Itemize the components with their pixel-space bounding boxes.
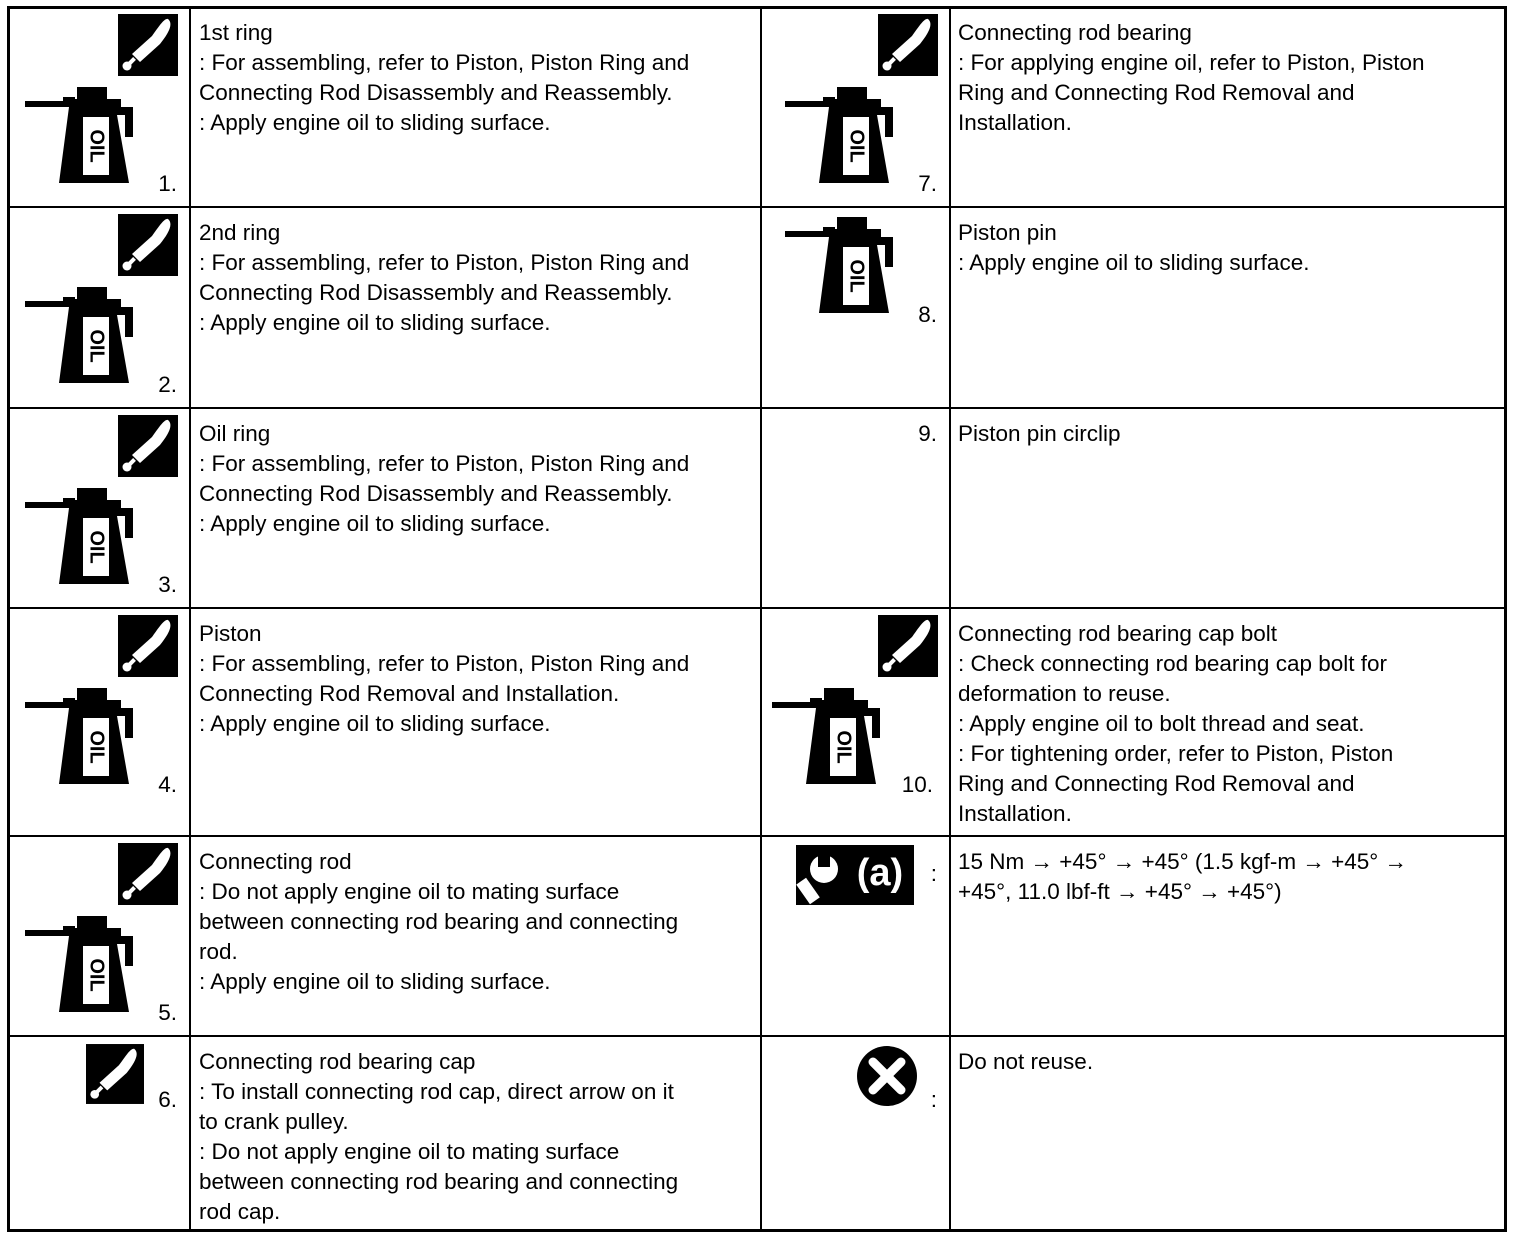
oil-can-label: OIL: [85, 530, 108, 564]
item-number: 3.: [158, 572, 177, 597]
grease-icon: [118, 415, 178, 477]
oil-can-label: OIL: [85, 730, 108, 764]
item-number: 5.: [158, 1000, 177, 1025]
oil-can-label: OIL: [85, 329, 108, 363]
divider: [10, 206, 1504, 208]
item-description: Connecting rod bearing : For applying engine oil, refer to Piston, Piston Ring and Connecting Rod Removal and Installation.: [958, 20, 1425, 135]
item-description: Connecting rod bearing cap : To install connecting rod cap, direct arrow on it to crank pulley. : Do not apply engine oil to mating surface between connecting rod bearing and connecting rod cap.: [199, 1049, 679, 1224]
grease-icon: [118, 214, 178, 276]
item-number: 1.: [158, 171, 177, 196]
item-description: Connecting rod bearing cap bolt : Check connecting rod bearing cap bolt for deformation to reuse. : Apply engine oil to bolt thread and seat. : For tightening order, refer to Piston, Piston Ring and Connecting Rod Removal and Installation.: [958, 621, 1394, 826]
divider: [189, 9, 191, 1229]
oil-can-label: OIL: [85, 129, 108, 163]
item-number: 9.: [918, 421, 937, 446]
item-description: Piston pin : Apply engine oil to sliding surface.: [958, 220, 1310, 275]
do-not-reuse-icon: [856, 1045, 918, 1107]
divider: [10, 607, 1504, 609]
item-number: 8.: [918, 302, 937, 327]
divider: [10, 835, 1504, 837]
item-number: 6.: [158, 1087, 177, 1112]
grease-icon: [118, 843, 178, 905]
divider: [10, 1035, 1504, 1037]
item-description: 15 Nm → +45° → +45° (1.5 kgf-m → +45° → +45°, 11.0 lbf-ft → +45° → +45°): [958, 849, 1408, 904]
item-number: 4.: [158, 772, 177, 797]
divider: [949, 9, 951, 1229]
oil-can-label: OIL: [832, 730, 855, 764]
oil-can-label: OIL: [85, 958, 108, 992]
grease-icon: [878, 615, 938, 677]
item-number: 10.: [901, 772, 933, 797]
wrench-torque-icon: [796, 845, 916, 905]
item-description: Piston pin circlip: [958, 421, 1121, 446]
oil-can-label: OIL: [845, 259, 868, 293]
item-separator: :: [930, 1087, 937, 1112]
torque-label: (a): [856, 852, 904, 895]
parts-table: [7, 6, 1507, 1232]
oil-can-label: OIL: [845, 129, 868, 163]
item-separator: :: [930, 861, 937, 886]
grease-icon: [878, 14, 938, 76]
item-description: Piston : For assembling, refer to Piston, Piston Ring and Connecting Rod Removal and Installation. : Apply engine oil to sliding surface.: [199, 621, 690, 736]
item-description: 1st ring : For assembling, refer to Piston, Piston Ring and Connecting Rod Disassembly and Reassembly. : Apply engine oil to sliding surface.: [199, 20, 690, 135]
grease-icon: [118, 14, 178, 76]
grease-icon: [118, 615, 178, 677]
item-description: Oil ring : For assembling, refer to Piston, Piston Ring and Connecting Rod Disassembly and Reassembly. : Apply engine oil to sliding surface.: [199, 421, 690, 536]
item-description: Connecting rod : Do not apply engine oil to mating surface between connecting rod bearing and connecting rod. : Apply engine oil to sliding surface.: [199, 849, 679, 994]
divider: [760, 9, 762, 1229]
item-number: 7.: [918, 171, 937, 196]
item-description: Do not reuse.: [958, 1049, 1094, 1074]
divider: [10, 407, 1504, 409]
item-number: 2.: [158, 372, 177, 397]
item-description: 2nd ring : For assembling, refer to Piston, Piston Ring and Connecting Rod Disassembly and Reassembly. : Apply engine oil to sliding surface.: [199, 220, 690, 335]
